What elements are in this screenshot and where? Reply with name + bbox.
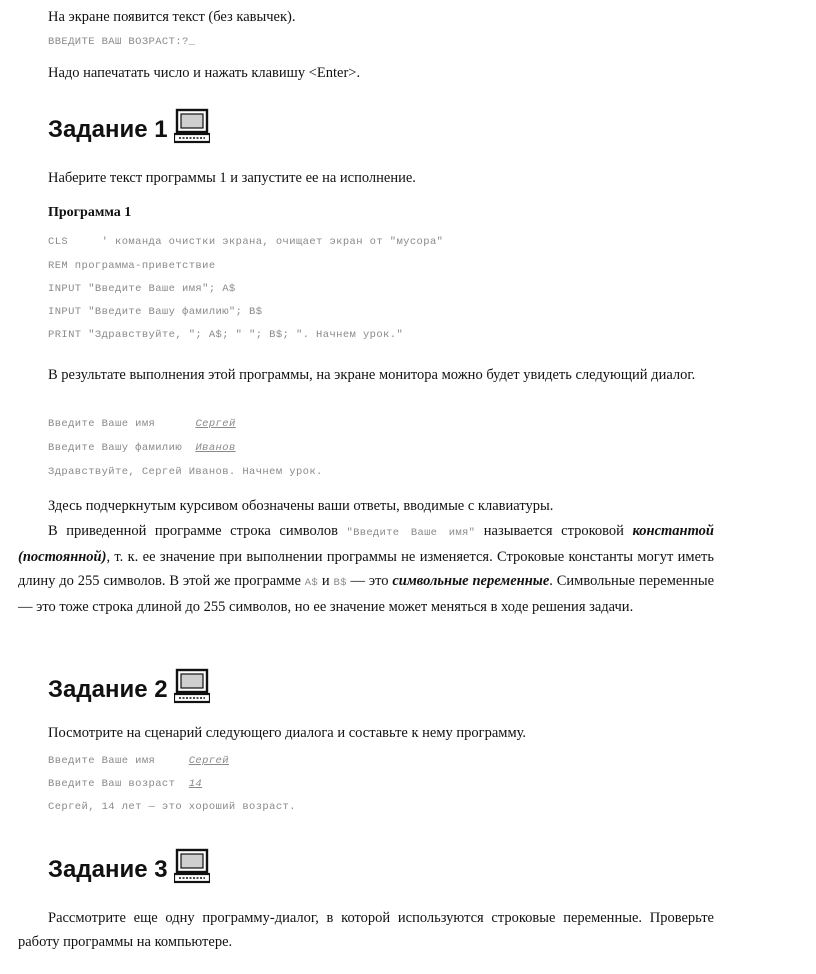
code-line-1: CLS ' команда очистки экрана, очищает экран от "мусора" bbox=[48, 236, 444, 248]
dialog1-line-2 bbox=[48, 442, 236, 454]
dialog2-output: Сергей, 14 лет — это хороший возраст. bbox=[48, 801, 296, 813]
code-line-2: REM программа-приветствие bbox=[48, 260, 216, 272]
dialog2-line-2 bbox=[48, 778, 202, 790]
code-line-3: INPUT "Введите Ваше имя"; A$ bbox=[48, 283, 236, 295]
dialog1-answer-1: Сергей bbox=[195, 418, 236, 430]
task1-result-text bbox=[18, 363, 714, 387]
task3-text-content: Рассмотрите еще одну программу-диалог, в которой используются строковые переменные. Проверьте работу программы на компьютере. bbox=[18, 910, 714, 950]
dialog1-output: Здравствуйте, Сергей Иванов. Начнем урок. bbox=[48, 466, 323, 478]
task3-text bbox=[18, 906, 714, 954]
explain-code-3: B$ bbox=[333, 577, 347, 589]
task3-title: Задание 3 bbox=[48, 856, 168, 883]
task2-title: Задание 2 bbox=[48, 676, 168, 703]
explain-part-1: В приведенной программе строка символов bbox=[48, 523, 347, 539]
explain-emphasis-2: символьные переменные bbox=[392, 573, 550, 589]
task1-heading bbox=[48, 108, 210, 144]
explain-part-2: называется строковой bbox=[475, 523, 633, 539]
task1-text: Наберите текст программы 1 и запустите ее на исполнение. bbox=[48, 170, 416, 186]
dialog1-prompt-1: Введите Ваше имя bbox=[48, 418, 196, 430]
computer-icon bbox=[174, 668, 210, 704]
dialog2-prompt-2: Введите Ваш возраст bbox=[48, 778, 189, 790]
task2-text: Посмотрите на сценарий следующего диалога и составьте к нему программу. bbox=[48, 725, 527, 741]
explain-emphasis-1: константой (постоянной) bbox=[18, 523, 714, 565]
computer-icon bbox=[174, 848, 210, 884]
dialog1-line-1 bbox=[48, 418, 236, 430]
program1-title: Программа 1 bbox=[48, 205, 132, 220]
task1-title: Задание 1 bbox=[48, 116, 168, 143]
dialog2-prompt-1: Введите Ваше имя bbox=[48, 755, 189, 767]
result-text-content: В результате выполнения этой программы, на экране монитора можно будет увидеть следующий диалог. bbox=[48, 367, 696, 383]
dialog2-answer-1: Сергей bbox=[188, 755, 229, 767]
explain-part-6: . Символьные переменные — это тоже строка длиной до 255 символов, но ее значение может меняться в ходе решения задачи. bbox=[18, 573, 715, 615]
task1-note bbox=[18, 494, 714, 518]
explain-part-4: и bbox=[317, 573, 334, 589]
code-line-4: INPUT "Введите Вашу фамилию"; B$ bbox=[48, 306, 263, 318]
computer-icon bbox=[174, 108, 210, 144]
intro-text-1: На экране появится текст (без кавычек). bbox=[48, 9, 296, 25]
dialog1-prompt-2: Введите Вашу фамилию bbox=[48, 442, 196, 454]
task1-explanation bbox=[18, 519, 714, 619]
dialog2-answer-2: 14 bbox=[188, 778, 203, 790]
dialog1-answer-2: Иванов bbox=[195, 442, 236, 454]
explain-code-1: "Введите Ваше имя" bbox=[346, 527, 476, 539]
note-content: Здесь подчеркнутым курсивом обозначены ваши ответы, вводимые с клавиатуры. bbox=[48, 498, 554, 514]
task2-heading bbox=[48, 668, 210, 704]
explain-part-5: — это bbox=[346, 573, 393, 589]
explain-part-3: , т. к. ее значение при выполнении программы не изменяется. Строковые константы могут иметь длину до 255 символов. В этой же программе bbox=[18, 549, 714, 589]
code-line-5: PRINT "Здравствуйте, "; A$; " "; B$; ". Начнем урок." bbox=[48, 329, 404, 341]
intro-prompt-code: ВВЕДИТЕ ВАШ ВОЗРАСТ:?_ bbox=[48, 36, 196, 48]
explain-code-2: A$ bbox=[304, 577, 318, 589]
intro-text-2: Надо напечатать число и нажать клавишу <Enter>. bbox=[48, 65, 361, 81]
task3-heading bbox=[48, 848, 210, 884]
dialog2-line-1 bbox=[48, 755, 229, 767]
